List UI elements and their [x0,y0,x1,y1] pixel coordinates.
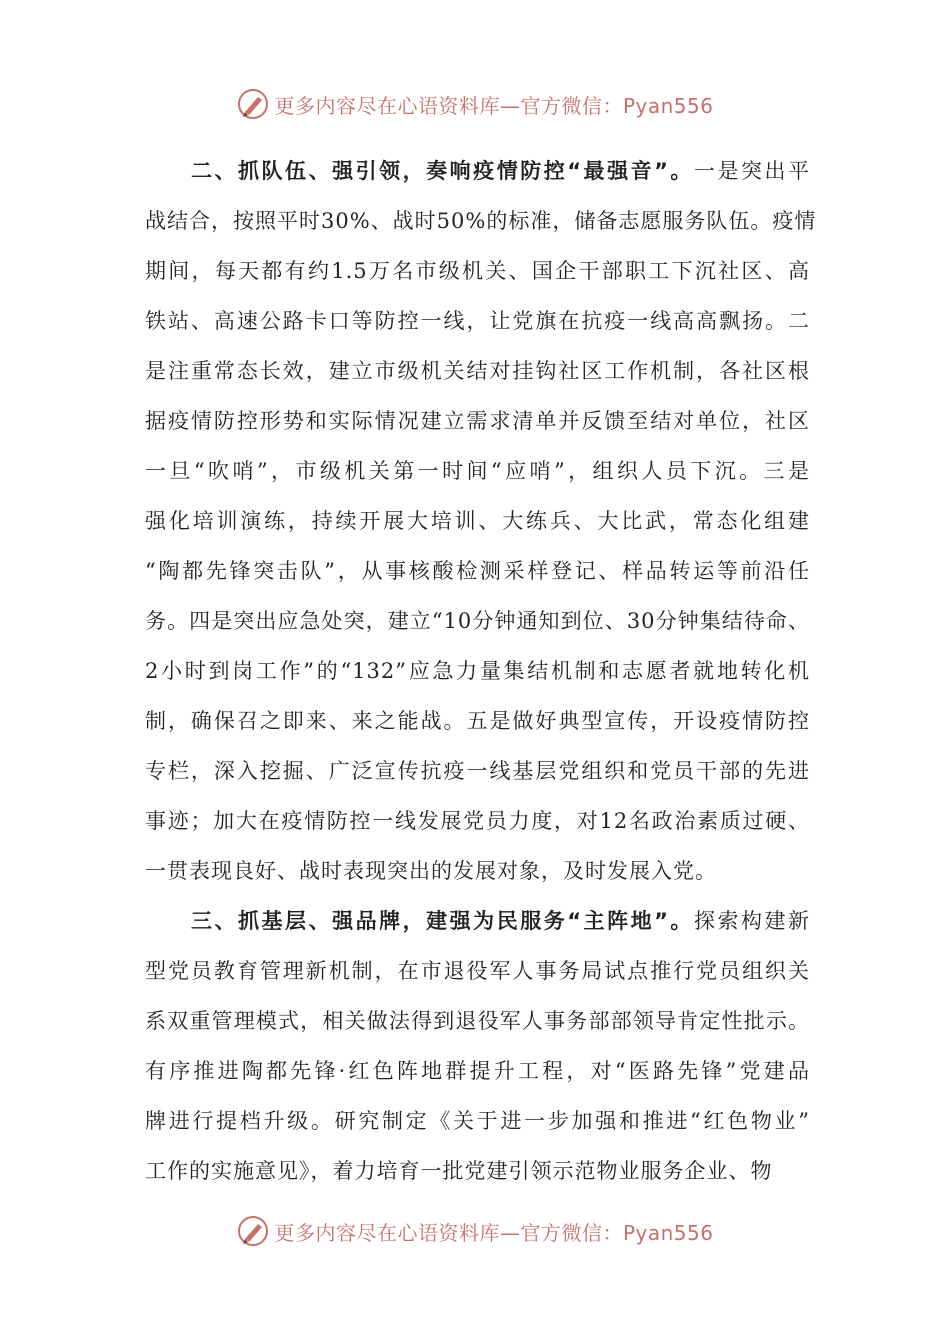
text-line [145,296,810,346]
text-line [145,646,810,696]
line-text: 一旦“吹哨”，市级机关第一时间“应哨”，组织人员下沉。三是 [145,459,810,483]
text-line [145,546,810,596]
line-text: 工作的实施意见》，着力培育一批党建引领示范物业服务企业、物 [145,1159,773,1183]
watermark-header [0,84,950,124]
text-line [145,396,810,446]
document-body [145,146,817,1196]
text-line [145,796,810,846]
text-line [145,846,810,896]
line-text: 探索构建新 [693,909,810,933]
line-text: 是注重常态长效，建立市级机关结对挂钩社区工作机制，各社区根 [145,359,810,383]
text-line [145,996,810,1046]
text-line [145,446,810,496]
section-heading: 三、抓基层、强品牌，建强为民服务“主阵地”。 [191,909,694,933]
line-text: 专栏，深入挖掘、广泛宣传抗疫一线基层党组织和党员干部的先进 [145,759,810,783]
text-line [145,746,810,796]
line-text: 务。四是突出应急处突，建立“10分钟通知到位、30分钟集结待命、 [145,609,810,633]
line-text: 牌进行提档升级。研究制定《关于进一步加强和推进“红色物业” [145,1109,810,1133]
section-heading: 二、抓队伍、强引领，奏响疫情防控“最强音”。 [191,159,694,183]
text-line [145,1046,810,1096]
line-text: 据疫情防控形势和实际情况建立需求清单并反馈至结对单位，社区 [145,409,810,433]
line-text: 一贯表现良好、战时表现突出的发展对象，及时发展入党。 [145,859,717,883]
line-text: 型党员教育管理新机制，在市退役军人事务局试点推行党员组织关 [145,959,810,983]
text-line [145,1146,810,1196]
line-text: 铁站、高速公路卡口等防控一线，让党旗在抗疫一线高高飘扬。二 [145,309,810,333]
text-line [145,946,810,996]
text-line [145,146,810,196]
text-line [145,896,810,946]
watermark-footer [0,1211,950,1251]
paragraph [145,146,817,896]
line-text: 战结合，按照平时30%、战时50%的标准，储备志愿服务队伍。疫情 [145,209,817,233]
paragraph [145,896,810,1196]
line-text: 有序推进陶都先锋·红色阵地群提升工程，对“医路先锋”党建品 [145,1059,810,1083]
text-line [145,496,810,546]
text-line [145,1096,810,1146]
text-line [145,696,810,746]
text-line [145,246,810,296]
line-text: 期间，每天都有约1.5万名市级机关、国企干部职工下沉社区、高 [145,259,810,283]
watermark-text: 更多内容尽在心语资料库—官方微信：Pyan556 [274,1220,714,1245]
pen-logo-icon [236,87,270,121]
text-line [145,196,817,246]
line-text: 强化培训演练，持续开展大培训、大练兵、大比武，常态化组建 [145,509,810,533]
line-text: 制，确保召之即来、来之能战。五是做好典型宣传，开设疫情防控 [145,709,810,733]
line-text: 2小时到岗工作”的“132”应急力量集结机制和志愿者就地转化机 [145,659,810,683]
pen-logo-icon [236,1214,270,1248]
text-line [145,346,810,396]
line-text: 一是突出平 [693,159,810,183]
line-text: “陶都先锋突击队”，从事核酸检测采样登记、样品转运等前沿任 [145,559,810,583]
line-text: 事迹；加大在疫情防控一线发展党员力度，对12名政治素质过硬、 [145,809,810,833]
text-line [145,596,810,646]
line-text: 系双重管理模式，相关做法得到退役军人事务部部领导肯定性批示。 [145,1009,810,1033]
watermark-text: 更多内容尽在心语资料库—官方微信：Pyan556 [274,93,714,118]
